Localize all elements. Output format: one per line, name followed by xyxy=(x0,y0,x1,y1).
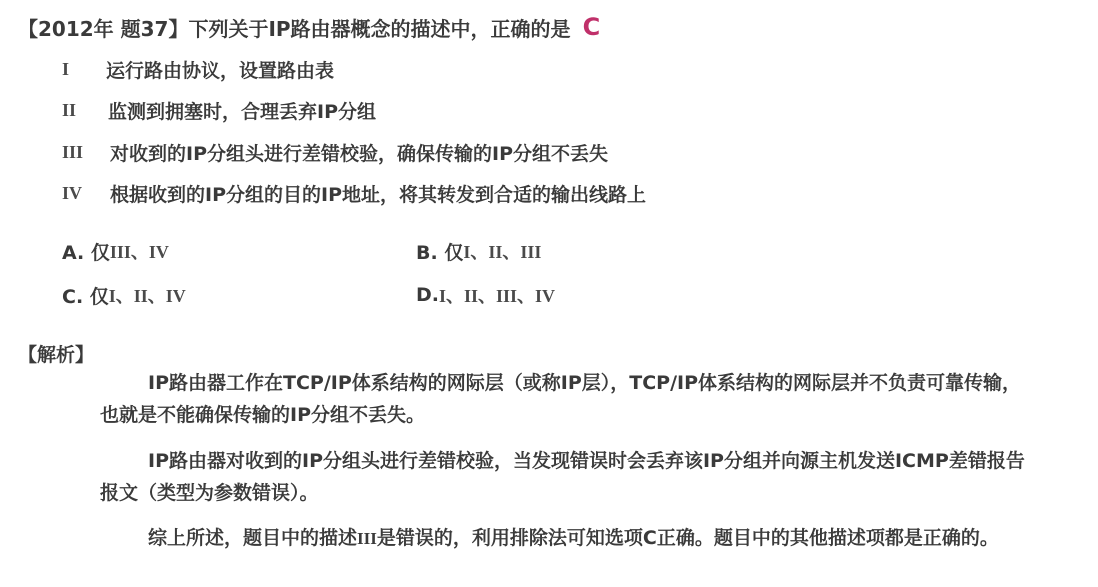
statement-text: 监测到拥塞时，合理丢弃IP分组 xyxy=(108,100,376,123)
option-label: D. xyxy=(416,284,439,306)
statement-item xyxy=(62,95,376,125)
option-numerals: III、IV xyxy=(109,242,169,262)
statement-text: 运行路由协议，设置路由表 xyxy=(106,59,335,82)
analysis-paragraph: IP路由器对收到的IP分组头进行差错校验，当发现错误时会丢弃该IP分组并向源主机发送ICMP差错报告报文（类型为参数错误）。 xyxy=(100,450,1025,504)
statement-item xyxy=(62,137,608,167)
analysis-numeral: III xyxy=(357,529,377,548)
statement-numeral: II xyxy=(62,99,77,120)
statement-item xyxy=(62,178,646,208)
statement-numeral: IV xyxy=(62,182,83,203)
option-numerals: I、II、IV xyxy=(108,286,186,306)
option-b xyxy=(416,236,541,266)
question-title-text: 【2012年 题37】下列关于IP路由器概念的描述中，正确的是 xyxy=(18,16,571,41)
statement-numeral: III xyxy=(62,141,84,162)
analysis-title: 【解析】 xyxy=(18,343,95,366)
option-label: A. 仅 xyxy=(62,241,110,264)
statement-text: 根据收到的IP分组的目的IP地址，将其转发到合适的输出线路上 xyxy=(110,183,646,206)
statement-text: 对收到的IP分组头进行差错校验，确保传输的IP分组不丢失 xyxy=(110,142,608,165)
option-c xyxy=(62,280,186,310)
analysis-paragraph xyxy=(100,522,1035,555)
option-a xyxy=(62,236,169,266)
analysis-paragraph: IP路由器工作在TCP/IP体系结构的网际层（或称IP层），TCP/IP体系结构的网际层并不负责可靠传输，也就是不能确保传输的IP分组不丢失。 xyxy=(100,372,1022,426)
answer-mark: C xyxy=(582,13,601,41)
analysis-text-pre: 综上所述，题目中的描述 xyxy=(148,527,358,549)
statement-item xyxy=(62,54,334,84)
analysis-text-post: 是错误的，利用排除法可知选项C正确。题目中的其他描述项都是正确的。 xyxy=(376,527,999,549)
option-label: C. 仅 xyxy=(62,285,109,308)
option-label: B. 仅 xyxy=(416,241,464,264)
option-numerals: I、II、III、IV xyxy=(439,286,556,306)
option-d xyxy=(416,280,555,310)
option-numerals: I、II、III xyxy=(463,242,542,262)
statement-numeral: I xyxy=(62,58,70,79)
question-title xyxy=(18,10,600,44)
